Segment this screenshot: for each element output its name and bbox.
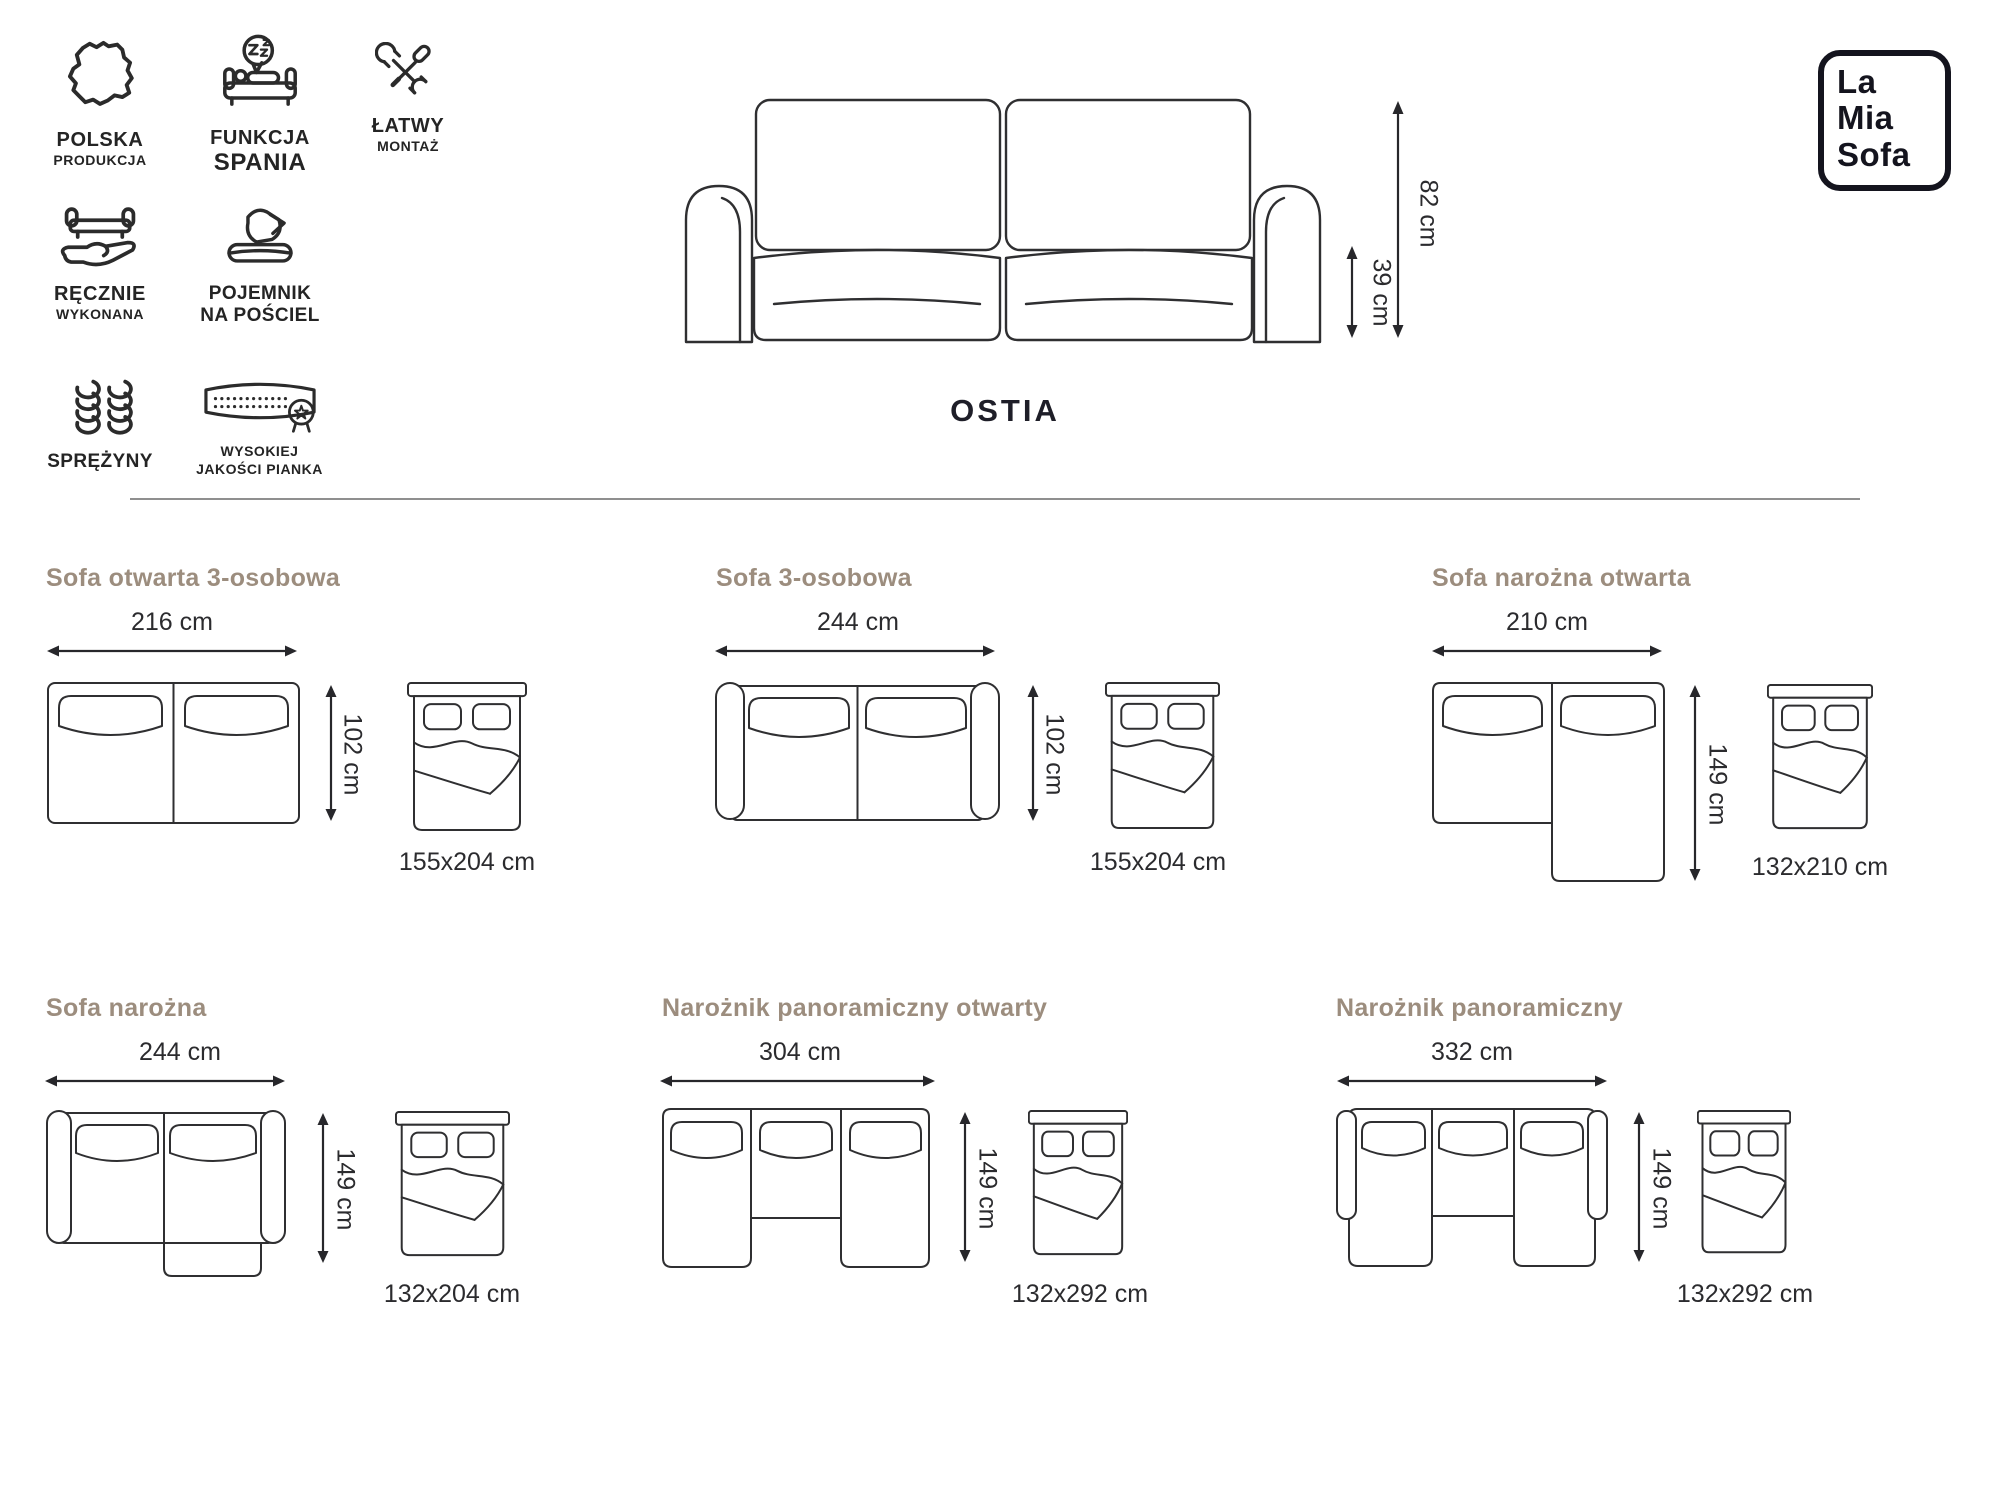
sofa-top-view xyxy=(1432,682,1665,882)
width-label: 216 cm xyxy=(131,608,213,636)
bed-size-label: 132x210 cm xyxy=(1751,853,1889,881)
sofa-front-view-drawing xyxy=(678,92,1328,347)
config-card-naroznik-panoramiczny xyxy=(1310,990,1870,1342)
config-title: Sofa otwarta 3-osobowa xyxy=(46,564,341,592)
config-card-sofa-otwarta-3-osobowa xyxy=(30,560,590,912)
depth-label: 102 cm xyxy=(338,713,367,796)
feature-wysokiej-jakosci-pianka xyxy=(172,372,347,478)
feature-polska-produkcja xyxy=(30,34,170,170)
sofa-top-view xyxy=(47,682,300,824)
bed-size-label: 132x204 cm xyxy=(383,1280,521,1308)
depth-label: 149 cm xyxy=(973,1147,1002,1230)
config-card-sofa-narozna-otwarta xyxy=(1400,560,1960,912)
depth-arrow xyxy=(1632,1112,1646,1262)
width-arrow xyxy=(45,1074,285,1088)
feature-label: POLSKA xyxy=(56,129,144,151)
feature-label: WYSOKIEJ xyxy=(220,443,299,459)
sofa-top-view xyxy=(1336,1108,1608,1268)
depth-arrow xyxy=(1688,685,1702,881)
bedding-container-icon xyxy=(217,196,303,276)
width-label: 244 cm xyxy=(817,608,899,636)
seat-height-arrow xyxy=(1345,246,1359,338)
config-title: Sofa narożna xyxy=(46,994,207,1022)
depth-label: 149 cm xyxy=(1703,743,1732,826)
feature-sublabel: PRODUKCJA xyxy=(53,152,147,168)
feature-label: ŁATWY xyxy=(371,115,445,137)
product-name: OSTIA xyxy=(950,393,1060,428)
logo-line: Sofa xyxy=(1837,135,1911,173)
bed-size-label: 155x204 cm xyxy=(398,848,536,876)
handmade-icon xyxy=(53,198,147,276)
bed-top-view xyxy=(395,1111,510,1263)
bed-size-label: 132x292 cm xyxy=(1011,1280,1149,1308)
config-title: Narożnik panoramiczny otwarty xyxy=(662,994,1048,1022)
springs-icon xyxy=(58,366,142,444)
feature-sublabel: NA POŚCIEL xyxy=(200,305,320,327)
config-title: Sofa 3-osobowa xyxy=(716,564,912,592)
depth-arrow xyxy=(316,1113,330,1263)
bed-size-label: 155x204 cm xyxy=(1089,848,1227,876)
brand-logo xyxy=(1818,50,1951,191)
depth-label: 102 cm xyxy=(1040,713,1069,796)
width-arrow xyxy=(660,1074,935,1088)
feature-label: FUNKCJA xyxy=(210,127,310,149)
bed-top-view xyxy=(1028,1110,1128,1262)
depth-label: 149 cm xyxy=(1647,1147,1676,1230)
logo-line: Mia xyxy=(1837,99,1894,137)
sleep-function-icon xyxy=(214,32,306,120)
foam-icon xyxy=(184,372,336,436)
feature-label: POJEMNIK xyxy=(208,283,312,304)
feature-funkcja-spania xyxy=(180,32,340,177)
feature-sublabel: SPANIA xyxy=(213,149,307,176)
width-label: 244 cm xyxy=(139,1038,221,1066)
seat-height-label: 39 cm xyxy=(1367,258,1396,327)
feature-sublabel: WYKONANA xyxy=(56,306,144,322)
config-card-sofa-narozna xyxy=(30,990,590,1342)
feature-label: RĘCZNIE xyxy=(54,283,146,305)
width-arrow xyxy=(715,644,995,658)
sofa-top-view xyxy=(662,1108,930,1268)
overall-height-label: 82 cm xyxy=(1414,179,1443,248)
depth-arrow xyxy=(958,1112,972,1262)
bed-top-view xyxy=(1697,1110,1791,1260)
depth-label: 149 cm xyxy=(331,1148,360,1231)
bed-top-view xyxy=(1105,682,1220,836)
width-arrow xyxy=(47,644,297,658)
section-divider xyxy=(130,498,1860,500)
config-title: Narożnik panoramiczny xyxy=(1336,994,1623,1022)
poland-map-icon xyxy=(57,34,143,122)
width-label: 332 cm xyxy=(1431,1038,1513,1066)
bed-top-view xyxy=(407,682,527,838)
feature-sublabel: MONTAŻ xyxy=(377,138,439,154)
width-label: 304 cm xyxy=(759,1038,841,1066)
feature-sublabel: JAKOŚCI PIANKA xyxy=(196,460,323,477)
width-arrow xyxy=(1337,1074,1607,1088)
width-arrow xyxy=(1432,644,1662,658)
feature-latwy-montaz xyxy=(348,42,468,156)
sofa-top-view xyxy=(715,682,1000,824)
bed-top-view xyxy=(1767,684,1873,836)
config-title: Sofa narożna otwarta xyxy=(1432,564,1691,592)
width-label: 210 cm xyxy=(1506,608,1588,636)
depth-arrow xyxy=(1026,685,1040,821)
config-card-sofa-3-osobowa xyxy=(700,560,1260,912)
feature-pojemnik-na-posciel xyxy=(180,196,340,328)
feature-label: SPRĘŻYNY xyxy=(47,451,153,472)
bed-size-label: 132x292 cm xyxy=(1676,1280,1814,1308)
sofa-top-view xyxy=(46,1110,286,1278)
feature-recznie-wykonana xyxy=(30,198,170,324)
depth-arrow xyxy=(324,685,338,821)
logo-line: La xyxy=(1837,63,1877,100)
config-card-naroznik-panoramiczny-otwarty xyxy=(640,990,1200,1342)
tools-icon xyxy=(375,42,441,108)
feature-sprezyny xyxy=(30,366,170,473)
